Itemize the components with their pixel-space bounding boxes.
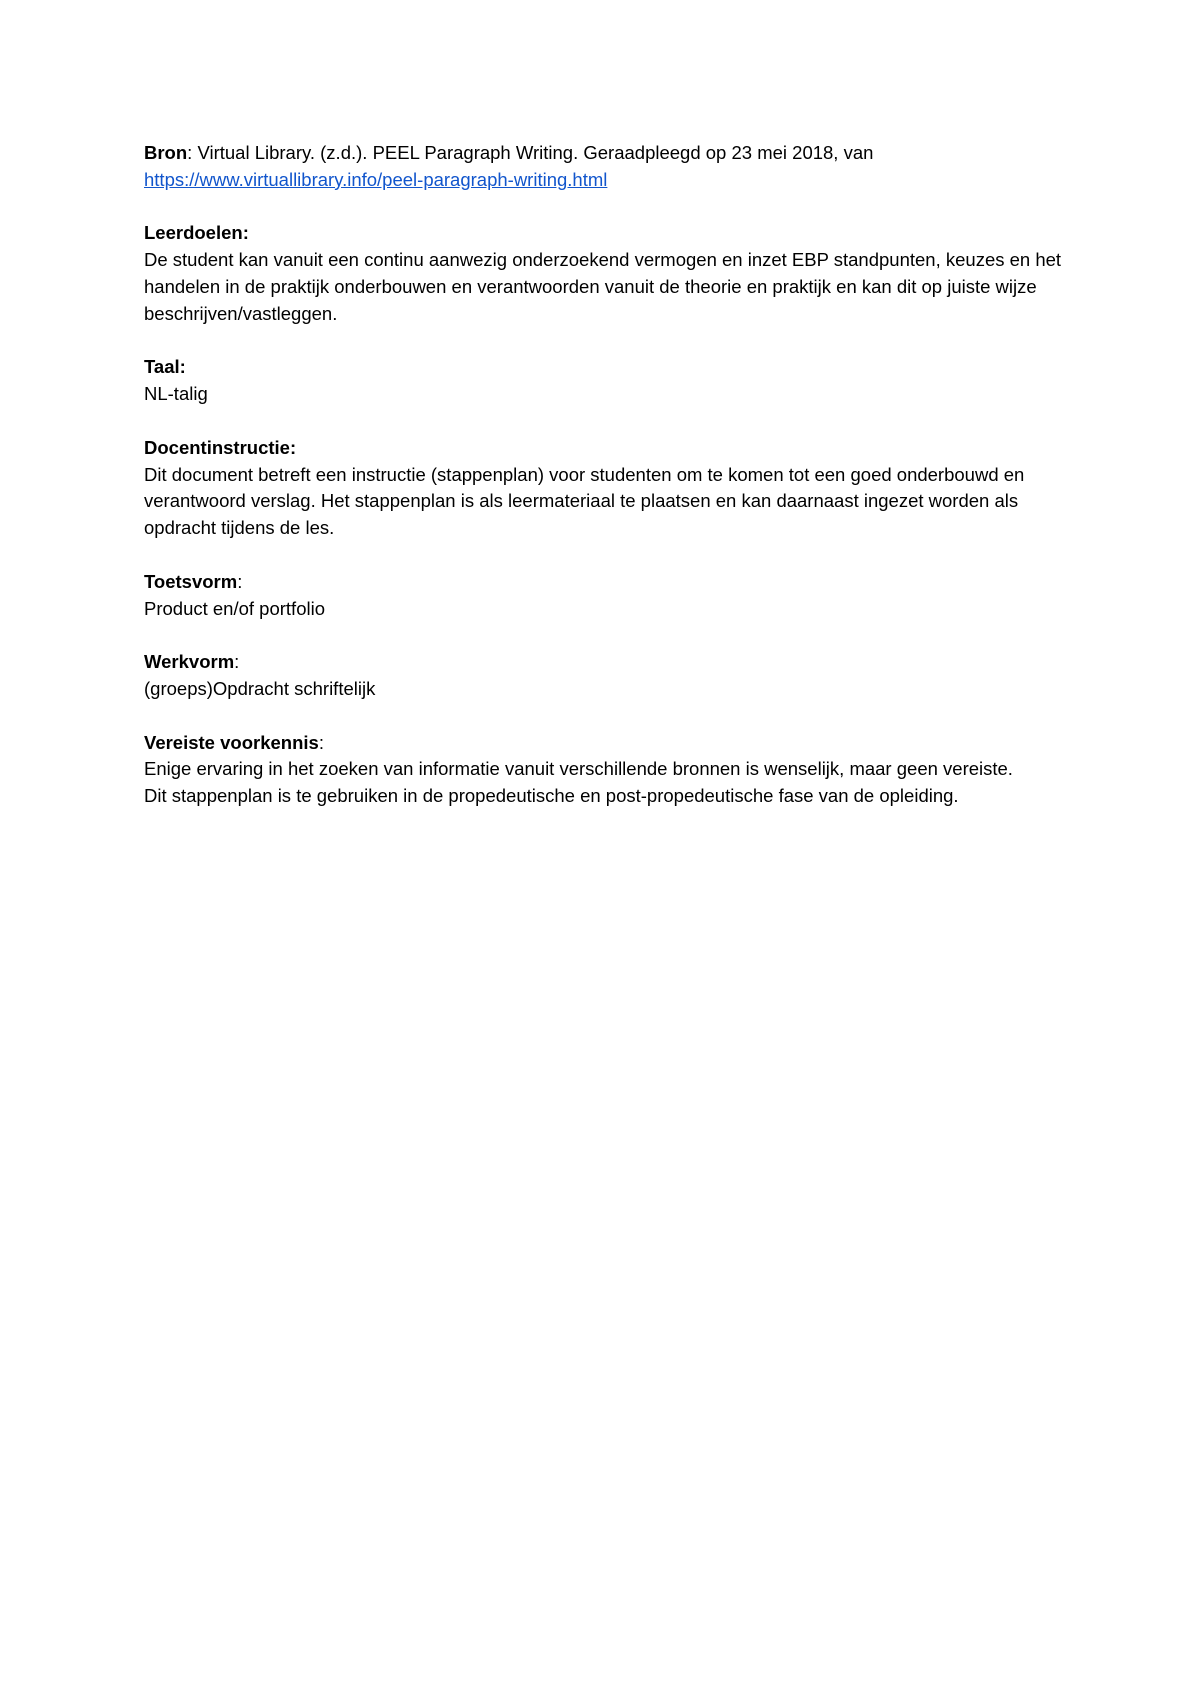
- taal-text: NL-talig: [144, 383, 208, 405]
- docentinstructie-heading: Docentinstructie:: [144, 436, 297, 458]
- werkvorm-text: (groeps)Opdracht schriftelijk: [144, 677, 376, 699]
- source-line: [144, 140, 1064, 167]
- voorkennis-heading-line: [144, 730, 1064, 757]
- docentinstructie-section: [144, 435, 1064, 542]
- taal-heading: Taal:: [144, 356, 186, 378]
- werkvorm-separator: :: [234, 651, 240, 673]
- leerdoelen-text: De student kan vanuit een continu aanwezig onderzoekend vermogen en inzet EBP standpunten, keuzes en het handelen in de praktijk onderbouwen en verantwoorden vanuit de theorie en praktijk en kan dit op juiste wijze beschrijven/vastleggen.: [144, 249, 1062, 324]
- leerdoelen-heading: Leerdoelen:: [144, 222, 249, 244]
- source-text: Virtual Library. (z.d.). PEEL Paragraph Writing. Geraadpleegd op 23 mei 2018, van: [192, 142, 874, 163]
- document-page: [144, 140, 1064, 837]
- toetsvorm-text: Product en/of portfolio: [144, 597, 325, 619]
- voorkennis-text-2: Dit stappenplan is te gebruiken in de propedeutische en post-propedeutische fase van de opleiding.: [144, 785, 959, 807]
- werkvorm-heading: Werkvorm: [144, 651, 235, 673]
- taal-section: [144, 354, 1064, 408]
- source-link[interactable]: https://www.virtuallibrary.info/peel-paragraph-writing.html: [144, 168, 608, 190]
- toetsvorm-heading-line: [144, 569, 1064, 596]
- docentinstructie-text: Dit document betreft een instructie (stappenplan) voor studenten om te komen tot een goed onderbouwd en verantwoord verslag. Het stappenplan is als leermateriaal te plaatsen en kan daarnaast ingezet worden als opdracht tijdens de les.: [144, 463, 1025, 539]
- leerdoelen-section: [144, 220, 1064, 327]
- voorkennis-separator: :: [318, 731, 324, 753]
- source-link-line: [144, 167, 1064, 194]
- werkvorm-section: [144, 649, 1064, 703]
- source-label: Bron: [144, 142, 188, 163]
- source-separator: :: [187, 142, 193, 163]
- werkvorm-heading-line: [144, 649, 1064, 676]
- voorkennis-text-1: Enige ervaring in het zoeken van informatie vanuit verschillende bronnen is wenselijk, maar geen vereiste.: [144, 758, 1013, 780]
- toetsvorm-separator: :: [237, 570, 243, 592]
- toetsvorm-heading: Toetsvorm: [144, 570, 238, 592]
- source-block: [144, 140, 1064, 194]
- toetsvorm-section: [144, 569, 1064, 623]
- voorkennis-section: [144, 730, 1064, 810]
- voorkennis-heading: Vereiste voorkennis: [144, 731, 319, 753]
